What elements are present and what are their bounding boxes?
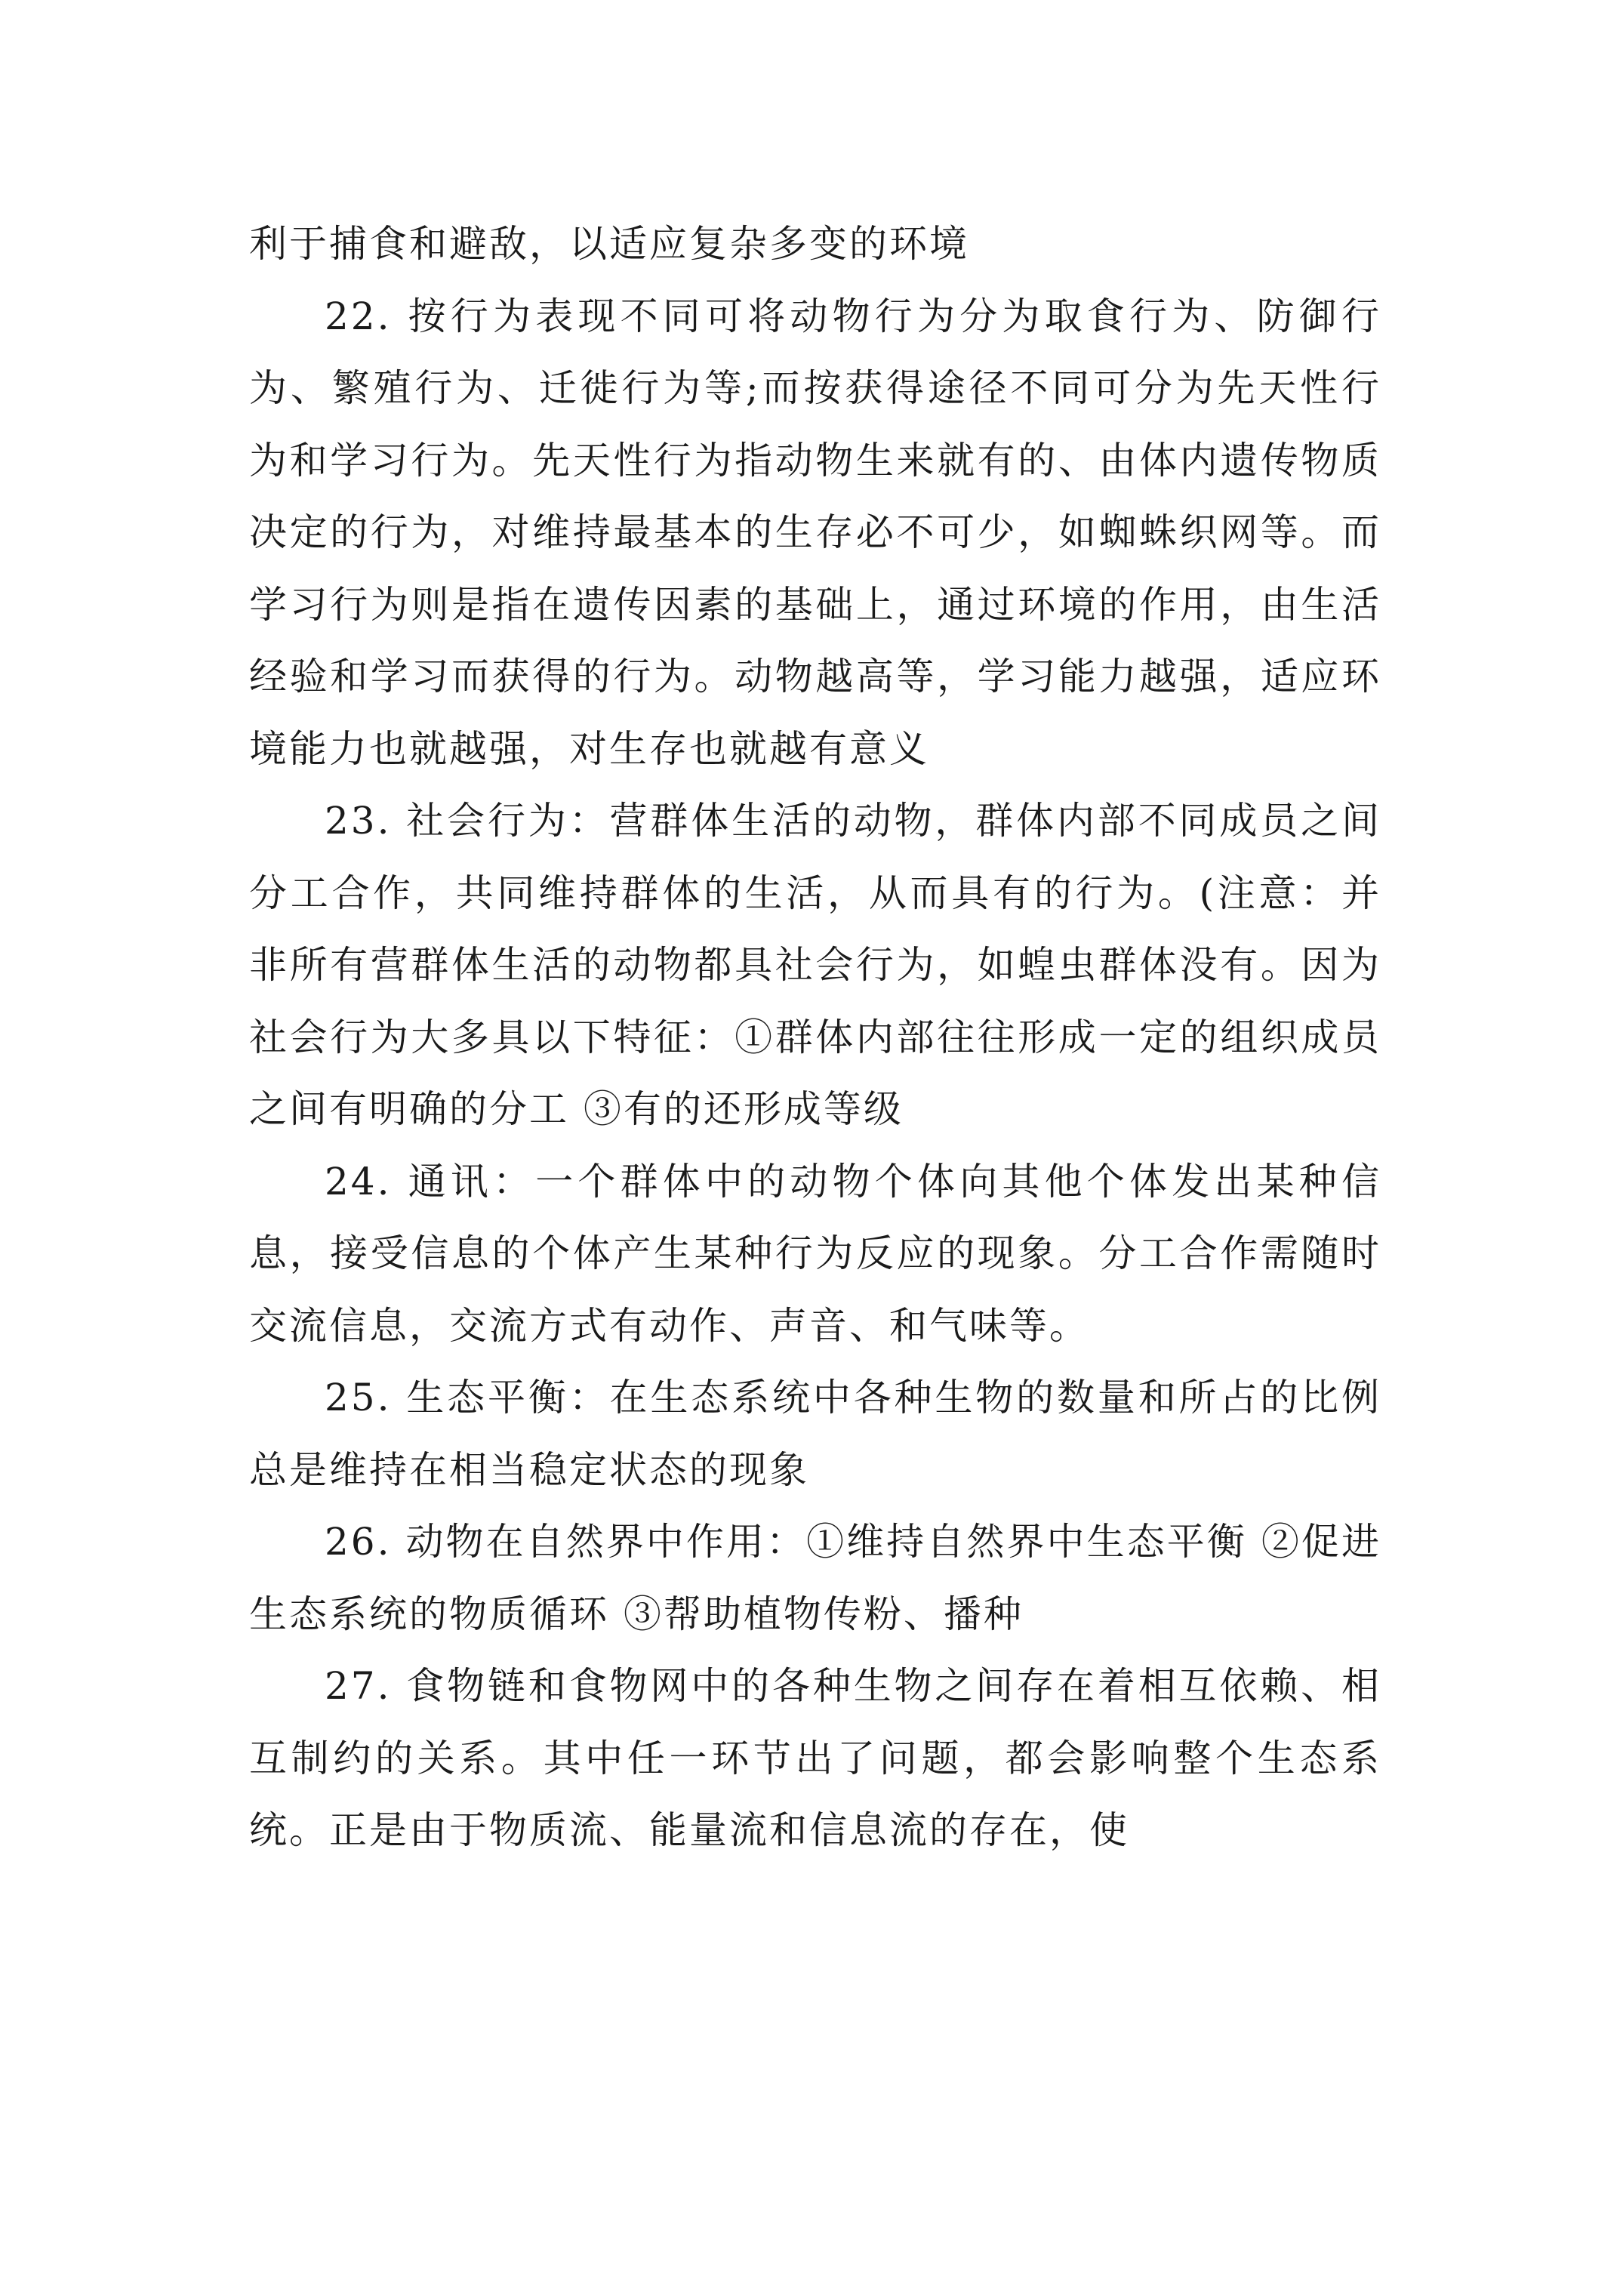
paragraph-25: 25. 生态平衡：在生态系统中各种生物的数量和所占的比例总是维持在相当稳定状态的现象 bbox=[249, 1376, 1381, 1492]
paragraph-22: 22. 按行为表现不同可将动物行为分为取食行为、防御行为、繁殖行为、迁徙行为等;而按获得途径不同可分为先天性行为和学习行为。先天性行为指动物生来就有的、由体内遗传物质决定的行为，对维持最基本的生存必不可少，如蜘蛛织网等。而学习行为则是指在遗传因素的基础上，通过环境的作用，由生活经验和学习而获得的行为。动物越高等，学习能力越强，适应环境能力也就越强，对生存也就越有意义 bbox=[249, 294, 1381, 771]
document-body bbox=[249, 208, 1381, 1867]
paragraph-24: 24. 通讯：一个群体中的动物个体向其他个体发出某种信息，接受信息的个体产生某种行为反应的现象。分工合作需随时交流信息，交流方式有动作、声音、和气味等。 bbox=[249, 1159, 1381, 1348]
paragraph-27: 27. 食物链和食物网中的各种生物之间存在着相互依赖、相互制约的关系。其中任一环节出了问题，都会影响整个生态系统。正是由于物质流、能量流和信息流的存在，使 bbox=[249, 1664, 1381, 1852]
paragraph-continued: 利于捕食和避敌，以适应复杂多变的环境 bbox=[249, 222, 969, 266]
paragraph-23: 23. 社会行为：营群体生活的动物，群体内部不同成员之间分工合作，共同维持群体的生活，从而具有的行为。(注意：并非所有营群体生活的动物都具社会行为，如蝗虫群体没有。因为社会行为大多具以下特征：①群体内部往往形成一定的组织成员之间有明确的分工 ③有的还形成等级 bbox=[249, 799, 1381, 1131]
paragraph-26: 26. 动物在自然界中作用：①维持自然界中生态平衡 ②促进生态系统的物质循环 ③帮助植物传粉、播种 bbox=[249, 1520, 1381, 1636]
